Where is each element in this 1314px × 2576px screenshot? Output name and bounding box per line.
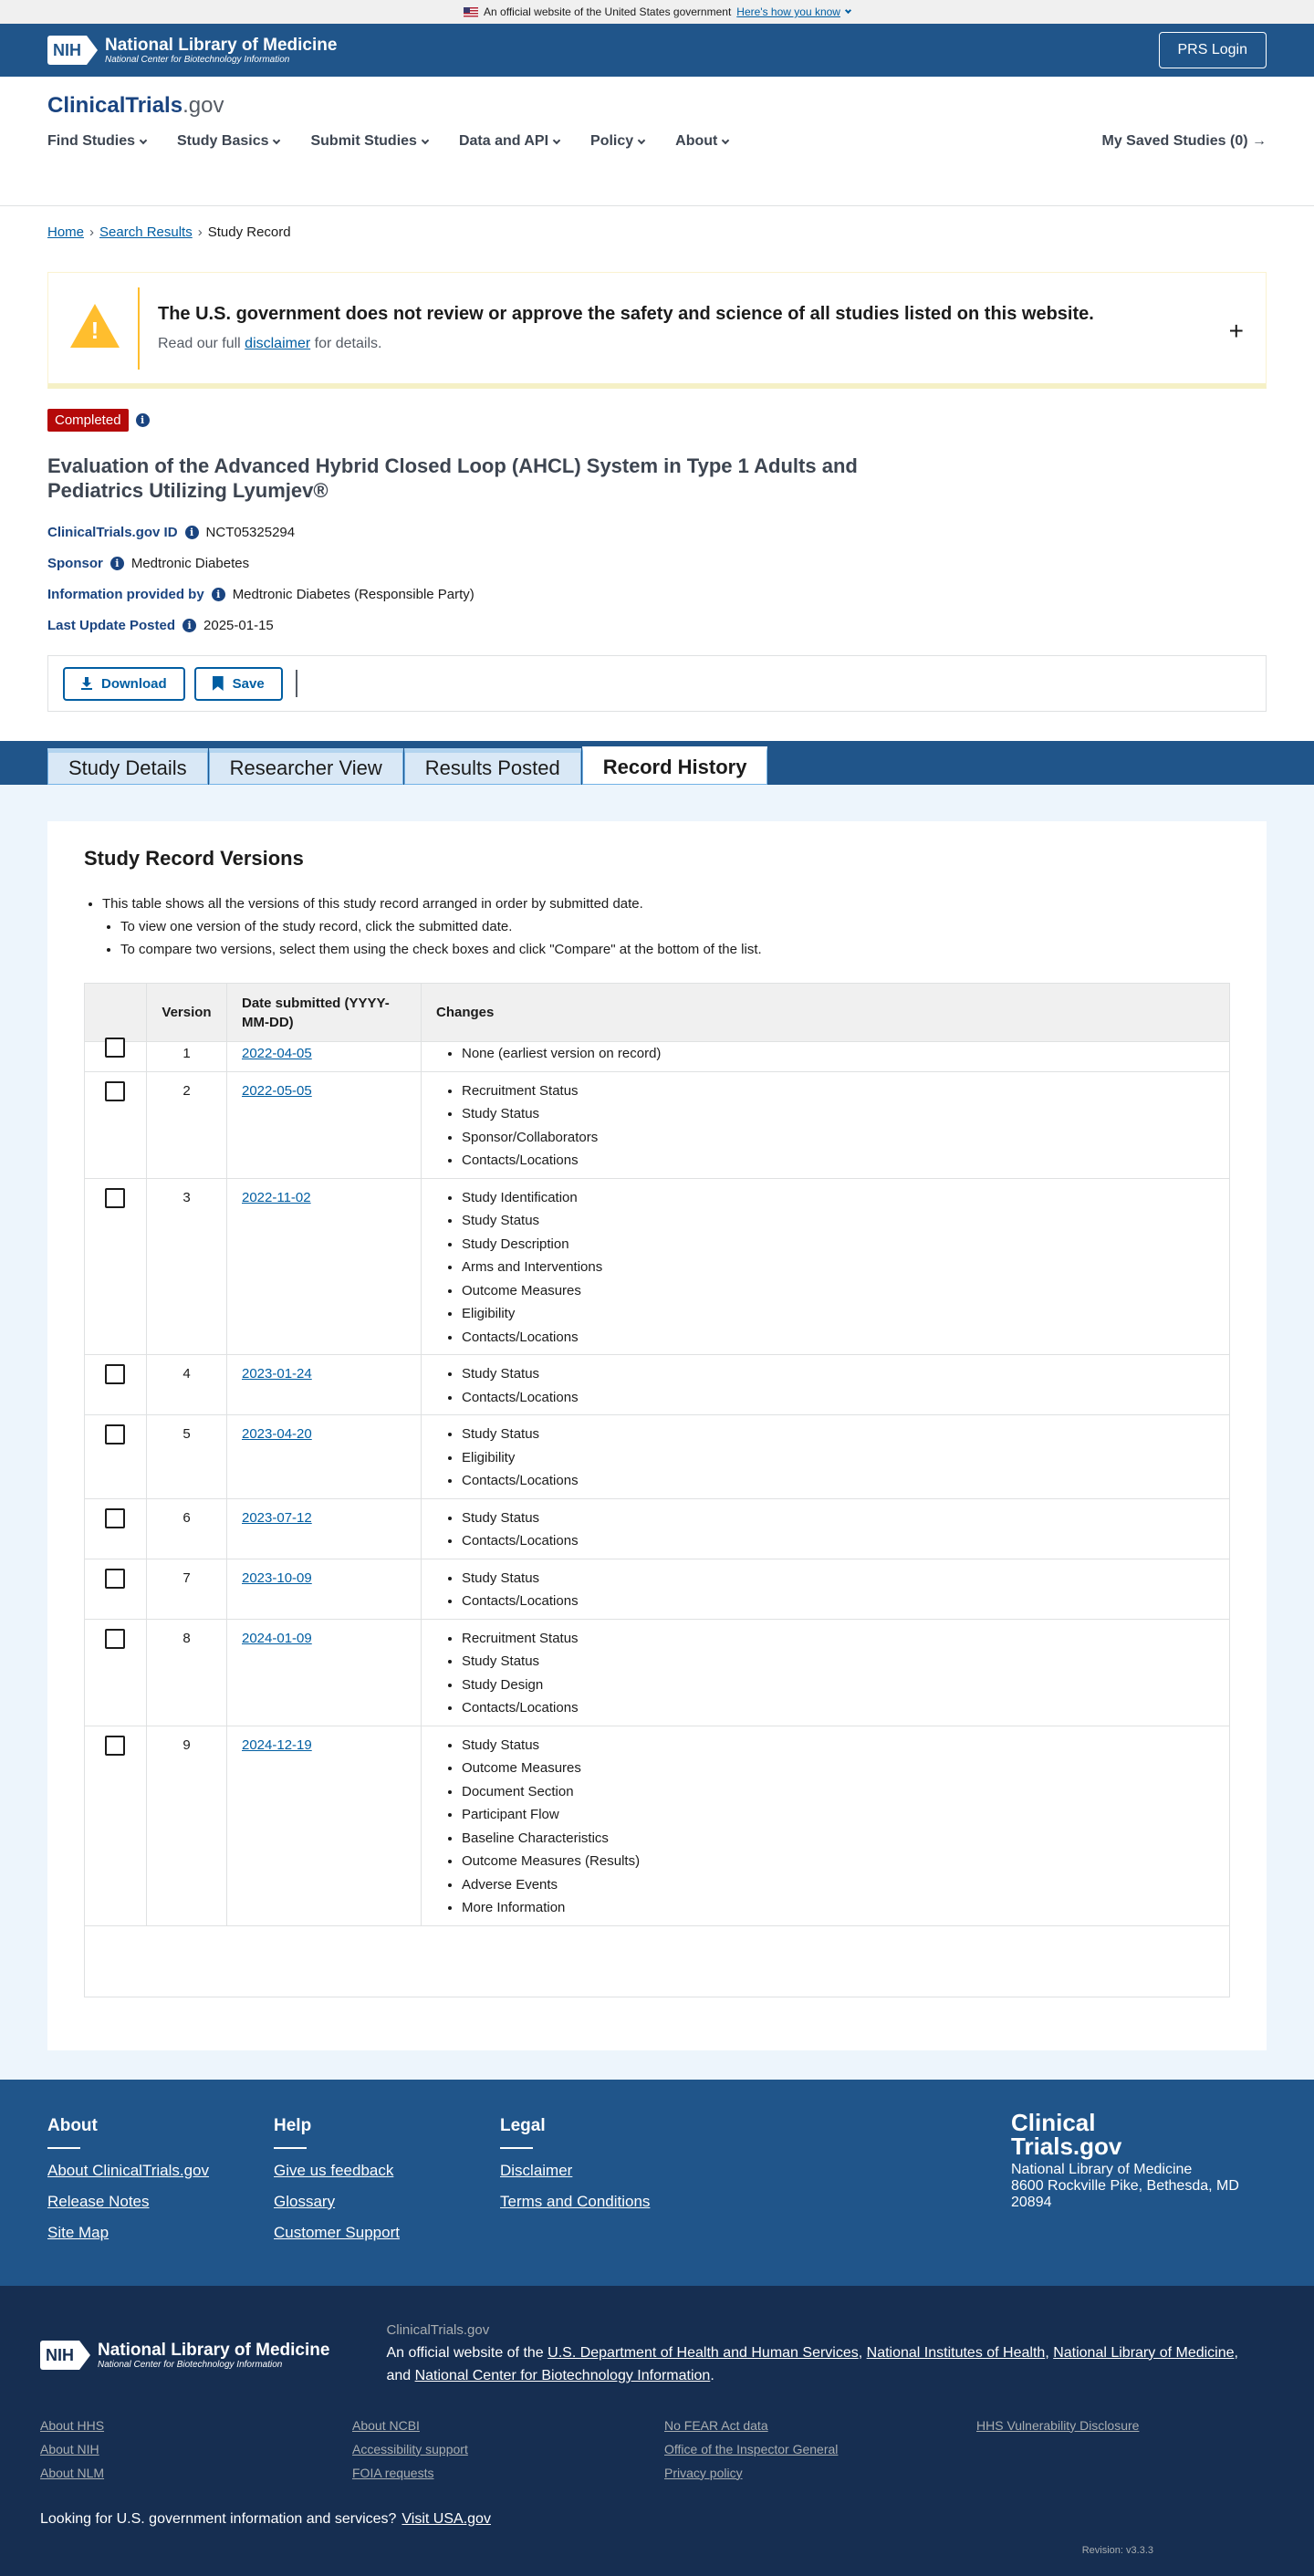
bookmark-icon <box>213 676 224 691</box>
select-cell <box>85 1042 147 1072</box>
gov-banner <box>0 0 1314 24</box>
change-item: • Study Status <box>462 1507 1215 1530</box>
versions-table <box>84 983 1230 1997</box>
footer-street: 8600 Rockville Pike, Bethesda, MD 20894 <box>1011 2177 1239 2210</box>
date-cell <box>227 1042 422 1072</box>
disclaimer-link[interactable]: disclaimer <box>245 336 311 351</box>
footer-link[interactable]: Terms and Conditions <box>500 2192 651 2210</box>
info-icon[interactable]: i <box>185 526 199 539</box>
footer-bottom-link[interactable]: About NIH <box>40 2441 99 2456</box>
site-header <box>0 77 1314 206</box>
alert-text: Read our full disclaimer for details. <box>158 336 382 351</box>
change-item: • Study Design <box>462 1674 1215 1697</box>
select-cell <box>85 1355 147 1415</box>
nav-submit-studies[interactable]: Submit Studies <box>310 133 427 150</box>
nih-logo-icon: NIH <box>47 36 98 65</box>
changes-cell <box>422 1042 1230 1072</box>
version-date-link[interactable]: 2022-05-05 <box>242 1082 312 1099</box>
prs-login-button[interactable]: PRS Login <box>1159 32 1267 68</box>
change-item: • Outcome Measures (Results) <box>462 1850 1215 1873</box>
nih-link[interactable]: National Institutes of Health <box>866 2344 1046 2361</box>
footer-bottom-link[interactable]: Privacy policy <box>664 2465 743 2480</box>
select-cell <box>85 1178 147 1355</box>
us-flag-icon <box>464 7 478 17</box>
footer-nlm-title: National Library of Medicine <box>98 2340 330 2360</box>
footer-link[interactable]: About ClinicalTrials.gov <box>47 2161 209 2179</box>
intro-subitem: • To compare two versions, select them using the check boxes and click "Compare" at the bottom of the list. <box>120 938 1230 961</box>
change-item: • Outcome Measures <box>462 1757 1215 1780</box>
breadcrumb-home[interactable]: Home <box>47 224 85 240</box>
change-item: • Contacts/Locations <box>462 1590 1215 1613</box>
date-cell <box>227 1726 422 1925</box>
select-cell <box>85 1498 147 1559</box>
change-item: • Study Status <box>462 1423 1215 1446</box>
download-button[interactable]: Download <box>63 667 185 701</box>
change-item: • Eligibility <box>462 1302 1215 1326</box>
changes-cell <box>422 1498 1230 1559</box>
table-row <box>85 1415 1230 1499</box>
change-item: • Recruitment Status <box>462 1627 1215 1651</box>
nav-data-and-api[interactable]: Data and API <box>459 133 559 150</box>
nih-header <box>0 24 1314 77</box>
date-cell <box>227 1559 422 1619</box>
saved-studies-link[interactable]: My Saved Studies (0) → <box>1101 133 1267 149</box>
changes-cell <box>422 1355 1230 1415</box>
date-cell <box>227 1619 422 1726</box>
change-item: • Adverse Events <box>462 1873 1215 1897</box>
footer-bottom-links <box>40 2418 1274 2480</box>
divider <box>296 670 297 697</box>
change-item: • Recruitment Status <box>462 1079 1215 1103</box>
change-item: • Study Status <box>462 1567 1215 1590</box>
version-cell: 8 <box>147 1619 227 1726</box>
changes-column-header: Changes <box>422 984 1230 1042</box>
change-item: • Contacts/Locations <box>462 1529 1215 1553</box>
version-checkbox[interactable] <box>105 1629 125 1649</box>
change-item: • More Information <box>462 1896 1215 1920</box>
chevron-down-icon <box>722 136 729 143</box>
usa-gov-line: Looking for U.S. government information and services? Visit USA.gov <box>40 2510 491 2527</box>
footer-gov <box>0 2286 1314 2576</box>
how-you-know-link[interactable]: Here's how you know <box>736 5 840 18</box>
expand-plus-icon[interactable]: + <box>1228 317 1244 345</box>
chevron-down-icon <box>422 136 429 143</box>
nav-find-studies[interactable]: Find Studies <box>47 133 146 150</box>
version-date-link[interactable]: 2023-04-20 <box>242 1426 312 1442</box>
version-cell: 3 <box>147 1178 227 1355</box>
clinicaltrials-logo[interactable]: ClinicalTrials.gov <box>47 93 224 118</box>
footer-heading: Help <box>274 2115 312 2135</box>
study-tabs <box>0 741 1314 785</box>
meta-last-update: Last Update Posted i 2025-01-15 <box>47 618 274 633</box>
intro-subitem: • To view one version of the study record, click the submitted date. <box>120 915 1230 938</box>
select-cell <box>85 1559 147 1619</box>
footer-ct-logo[interactable]: Clinical Trials.gov <box>1011 2108 1122 2160</box>
version-checkbox[interactable] <box>105 1038 125 1058</box>
table-row <box>85 1355 1230 1415</box>
gov-banner-text: An official website of the United States government <box>484 5 732 18</box>
footer-bottom-link[interactable]: Accessibility support <box>352 2441 468 2456</box>
date-cell <box>227 1178 422 1355</box>
versions-heading: Study Record Versions <box>84 847 304 870</box>
footer-help <box>274 2116 500 2249</box>
version-cell: 6 <box>147 1498 227 1559</box>
chevron-down-icon <box>553 136 560 143</box>
version-cell: 9 <box>147 1726 227 1925</box>
study-meta <box>47 525 1267 633</box>
chevron-down-icon <box>140 136 147 143</box>
change-item: • Contacts/Locations <box>462 1696 1215 1720</box>
table-row <box>85 1726 1230 1925</box>
select-cell <box>85 1415 147 1499</box>
usa-gov-link[interactable]: Visit USA.gov <box>402 2510 491 2527</box>
table-row <box>85 1071 1230 1178</box>
version-date-link[interactable]: 2022-04-05 <box>242 1046 312 1061</box>
version-date-link[interactable]: 2022-11-02 <box>242 1189 311 1205</box>
info-icon[interactable]: i <box>182 619 196 632</box>
changes-cell <box>422 1071 1230 1178</box>
footer-link[interactable]: Customer Support <box>274 2223 400 2241</box>
warning-icon: ! <box>70 304 120 353</box>
table-row <box>85 1559 1230 1619</box>
date-cell <box>227 1498 422 1559</box>
changes-cell <box>422 1559 1230 1619</box>
study-actions <box>47 655 1267 712</box>
change-item: • Study Description <box>462 1233 1215 1257</box>
change-item: • Participant Flow <box>462 1803 1215 1827</box>
date-column-header: Date submitted (YYYY-MM-DD) <box>227 984 422 1042</box>
footer-nlm-logo[interactable] <box>40 2324 329 2387</box>
changes-cell <box>422 1619 1230 1726</box>
version-cell: 2 <box>147 1071 227 1178</box>
breadcrumb <box>0 206 1314 257</box>
meta-sponsor: Sponsor i Medtronic Diabetes <box>47 556 250 571</box>
site-footer <box>0 2080 1314 2576</box>
version-checkbox[interactable] <box>105 1188 125 1208</box>
footer-gov-text: ClinicalTrials.gov An official website of the U.S. Department of Health and Human Services, National Institutes of Health, National Library of Medicine, and National Center for Biotechnology Information. <box>386 2321 1238 2383</box>
date-cell <box>227 1355 422 1415</box>
chevron-down-icon <box>845 7 851 14</box>
change-item: • Study Status <box>462 1209 1215 1233</box>
version-cell: 4 <box>147 1355 227 1415</box>
arrow-right-icon: → <box>1252 133 1267 149</box>
change-item: • Arms and Interventions <box>462 1256 1215 1279</box>
nav-about[interactable]: About <box>675 133 728 150</box>
changes-cell <box>422 1415 1230 1499</box>
chevron-right-icon: › <box>89 224 95 240</box>
footer-link[interactable]: Give us feedback <box>274 2161 394 2179</box>
disclaimer-alert <box>47 272 1267 389</box>
select-cell <box>85 1071 147 1178</box>
intro-item: • This table shows all the versions of this study record arranged in order by submitted date. <box>102 892 1230 915</box>
info-icon[interactable]: i <box>212 588 225 601</box>
version-checkbox[interactable] <box>105 1569 125 1589</box>
footer-link[interactable]: Disclaimer <box>500 2161 573 2179</box>
footer-link[interactable]: Glossary <box>274 2192 336 2210</box>
version-date-link[interactable]: 2023-07-12 <box>242 1509 312 1526</box>
version-column-header: Version <box>147 984 227 1042</box>
study-title: Evaluation of the Advanced Hybrid Closed Loop (AHCL) System in Type 1 Adults and Pediatrics Utilizing Lyumjev® <box>47 454 858 502</box>
table-spacer-row <box>85 1925 1230 1997</box>
table-row <box>85 1498 1230 1559</box>
footer-heading: Legal <box>500 2115 546 2135</box>
tab-record-history[interactable]: Record History <box>582 746 768 785</box>
change-item: • Document Section <box>462 1780 1215 1804</box>
footer-bottom-link[interactable]: About NCBI <box>352 2417 420 2433</box>
versions-card <box>47 821 1267 2050</box>
change-item: • Contacts/Locations <box>462 1386 1215 1410</box>
change-item: • Contacts/Locations <box>462 1469 1215 1493</box>
nav-study-basics[interactable]: Study Basics <box>177 133 279 150</box>
table-row <box>85 1178 1230 1355</box>
footer-address <box>1011 2108 1267 2211</box>
select-column-header <box>85 984 147 1042</box>
date-cell <box>227 1071 422 1178</box>
change-item: • Contacts/Locations <box>462 1326 1215 1350</box>
footer-link[interactable]: Release Notes <box>47 2192 150 2210</box>
footer-link[interactable]: Site Map <box>47 2223 110 2241</box>
alert-title: The U.S. government does not review or approve the safety and science of all studies listed on this website. <box>158 304 1094 324</box>
version-checkbox[interactable] <box>105 1081 125 1101</box>
change-item: • Study Status <box>462 1650 1215 1674</box>
footer-org: National Library of Medicine <box>1011 2161 1193 2177</box>
select-cell <box>85 1726 147 1925</box>
chevron-right-icon: › <box>197 224 203 240</box>
versions-intro <box>84 892 1230 961</box>
change-item: • Study Status <box>462 1102 1215 1126</box>
footer-bottom-link[interactable]: Office of the Inspector General <box>664 2441 839 2456</box>
footer-links <box>0 2080 1314 2286</box>
record-history-main <box>0 785 1314 2080</box>
changes-cell <box>422 1178 1230 1355</box>
change-item: • Study Status <box>462 1734 1215 1757</box>
select-cell <box>85 1619 147 1726</box>
table-row <box>85 1619 1230 1726</box>
nih-logo-icon: NIH <box>40 2341 90 2370</box>
tab-study-details[interactable]: Study Details <box>47 748 208 785</box>
version-date-link[interactable]: 2024-01-09 <box>242 1630 312 1646</box>
change-item: • Baseline Characteristics <box>462 1827 1215 1851</box>
info-icon[interactable]: i <box>110 557 124 570</box>
footer-bottom-link[interactable]: About NLM <box>40 2465 105 2480</box>
info-icon[interactable]: i <box>136 413 150 427</box>
tab-researcher-view[interactable]: Researcher View <box>209 748 403 785</box>
footer-ncbi-subtitle: National Center for Biotechnology Information <box>98 2359 283 2370</box>
main-nav <box>47 133 1267 150</box>
nav-policy[interactable]: Policy <box>590 133 644 150</box>
chevron-down-icon <box>273 136 280 143</box>
study-summary <box>0 389 1314 712</box>
download-icon <box>81 677 92 690</box>
version-date-link[interactable]: 2024-12-19 <box>242 1736 312 1753</box>
meta-provided-by: Information provided by i Medtronic Diabetes (Responsible Party) <box>47 587 474 602</box>
changes-cell <box>422 1726 1230 1925</box>
change-item: • Study Status <box>462 1362 1215 1386</box>
version-cell: 7 <box>147 1559 227 1619</box>
tab-results-posted[interactable]: Results Posted <box>404 748 581 785</box>
change-item: • None (earliest version on record) <box>462 1042 1215 1066</box>
ncbi-link[interactable]: National Center for Biotechnology Information <box>414 2367 711 2383</box>
change-item: • Outcome Measures <box>462 1279 1215 1303</box>
version-date-link[interactable]: 2023-10-09 <box>242 1570 312 1586</box>
version-checkbox[interactable] <box>105 1424 125 1444</box>
version-checkbox[interactable] <box>105 1736 125 1756</box>
chevron-down-icon <box>638 136 645 143</box>
footer-bottom-link[interactable]: No FEAR Act data <box>664 2417 768 2433</box>
footer-heading: About <box>47 2115 98 2135</box>
ncbi-subtitle: National Center for Biotechnology Information <box>105 54 290 65</box>
footer-bottom-link[interactable]: FOIA requests <box>352 2465 434 2480</box>
version-date-link[interactable]: 2023-01-24 <box>242 1366 312 1382</box>
version-checkbox[interactable] <box>105 1508 125 1528</box>
meta-nct-id: ClinicalTrials.gov ID i NCT05325294 <box>47 525 296 540</box>
nlm-title: National Library of Medicine <box>105 35 338 55</box>
hhs-link[interactable]: U.S. Department of Health and Human Services <box>548 2344 859 2361</box>
status-badge: Completed <box>47 409 129 432</box>
change-item: • Sponsor/Collaborators <box>462 1126 1215 1150</box>
save-button[interactable]: Save <box>194 667 283 701</box>
breadcrumb-search-results[interactable]: Search Results <box>99 224 193 240</box>
version-checkbox[interactable] <box>105 1364 125 1384</box>
version-cell: 1 <box>147 1042 227 1072</box>
change-item: • Eligibility <box>462 1446 1215 1470</box>
breadcrumb-current: Study Record <box>207 224 291 240</box>
version-cell: 5 <box>147 1415 227 1499</box>
footer-bottom-link[interactable]: About HHS <box>40 2417 105 2433</box>
change-item: • Study Identification <box>462 1186 1215 1210</box>
table-row <box>85 1042 1230 1072</box>
change-item: • Contacts/Locations <box>462 1149 1215 1173</box>
revision-text: Revision: v3.3.3 <box>1081 2544 1153 2556</box>
date-cell <box>227 1415 422 1499</box>
footer-about <box>47 2116 274 2249</box>
footer-legal <box>500 2116 726 2249</box>
nlm-link[interactable]: National Library of Medicine <box>1053 2344 1235 2361</box>
footer-bottom-link[interactable]: HHS Vulnerability Disclosure <box>976 2417 1140 2433</box>
nlm-logo[interactable] <box>47 36 337 65</box>
